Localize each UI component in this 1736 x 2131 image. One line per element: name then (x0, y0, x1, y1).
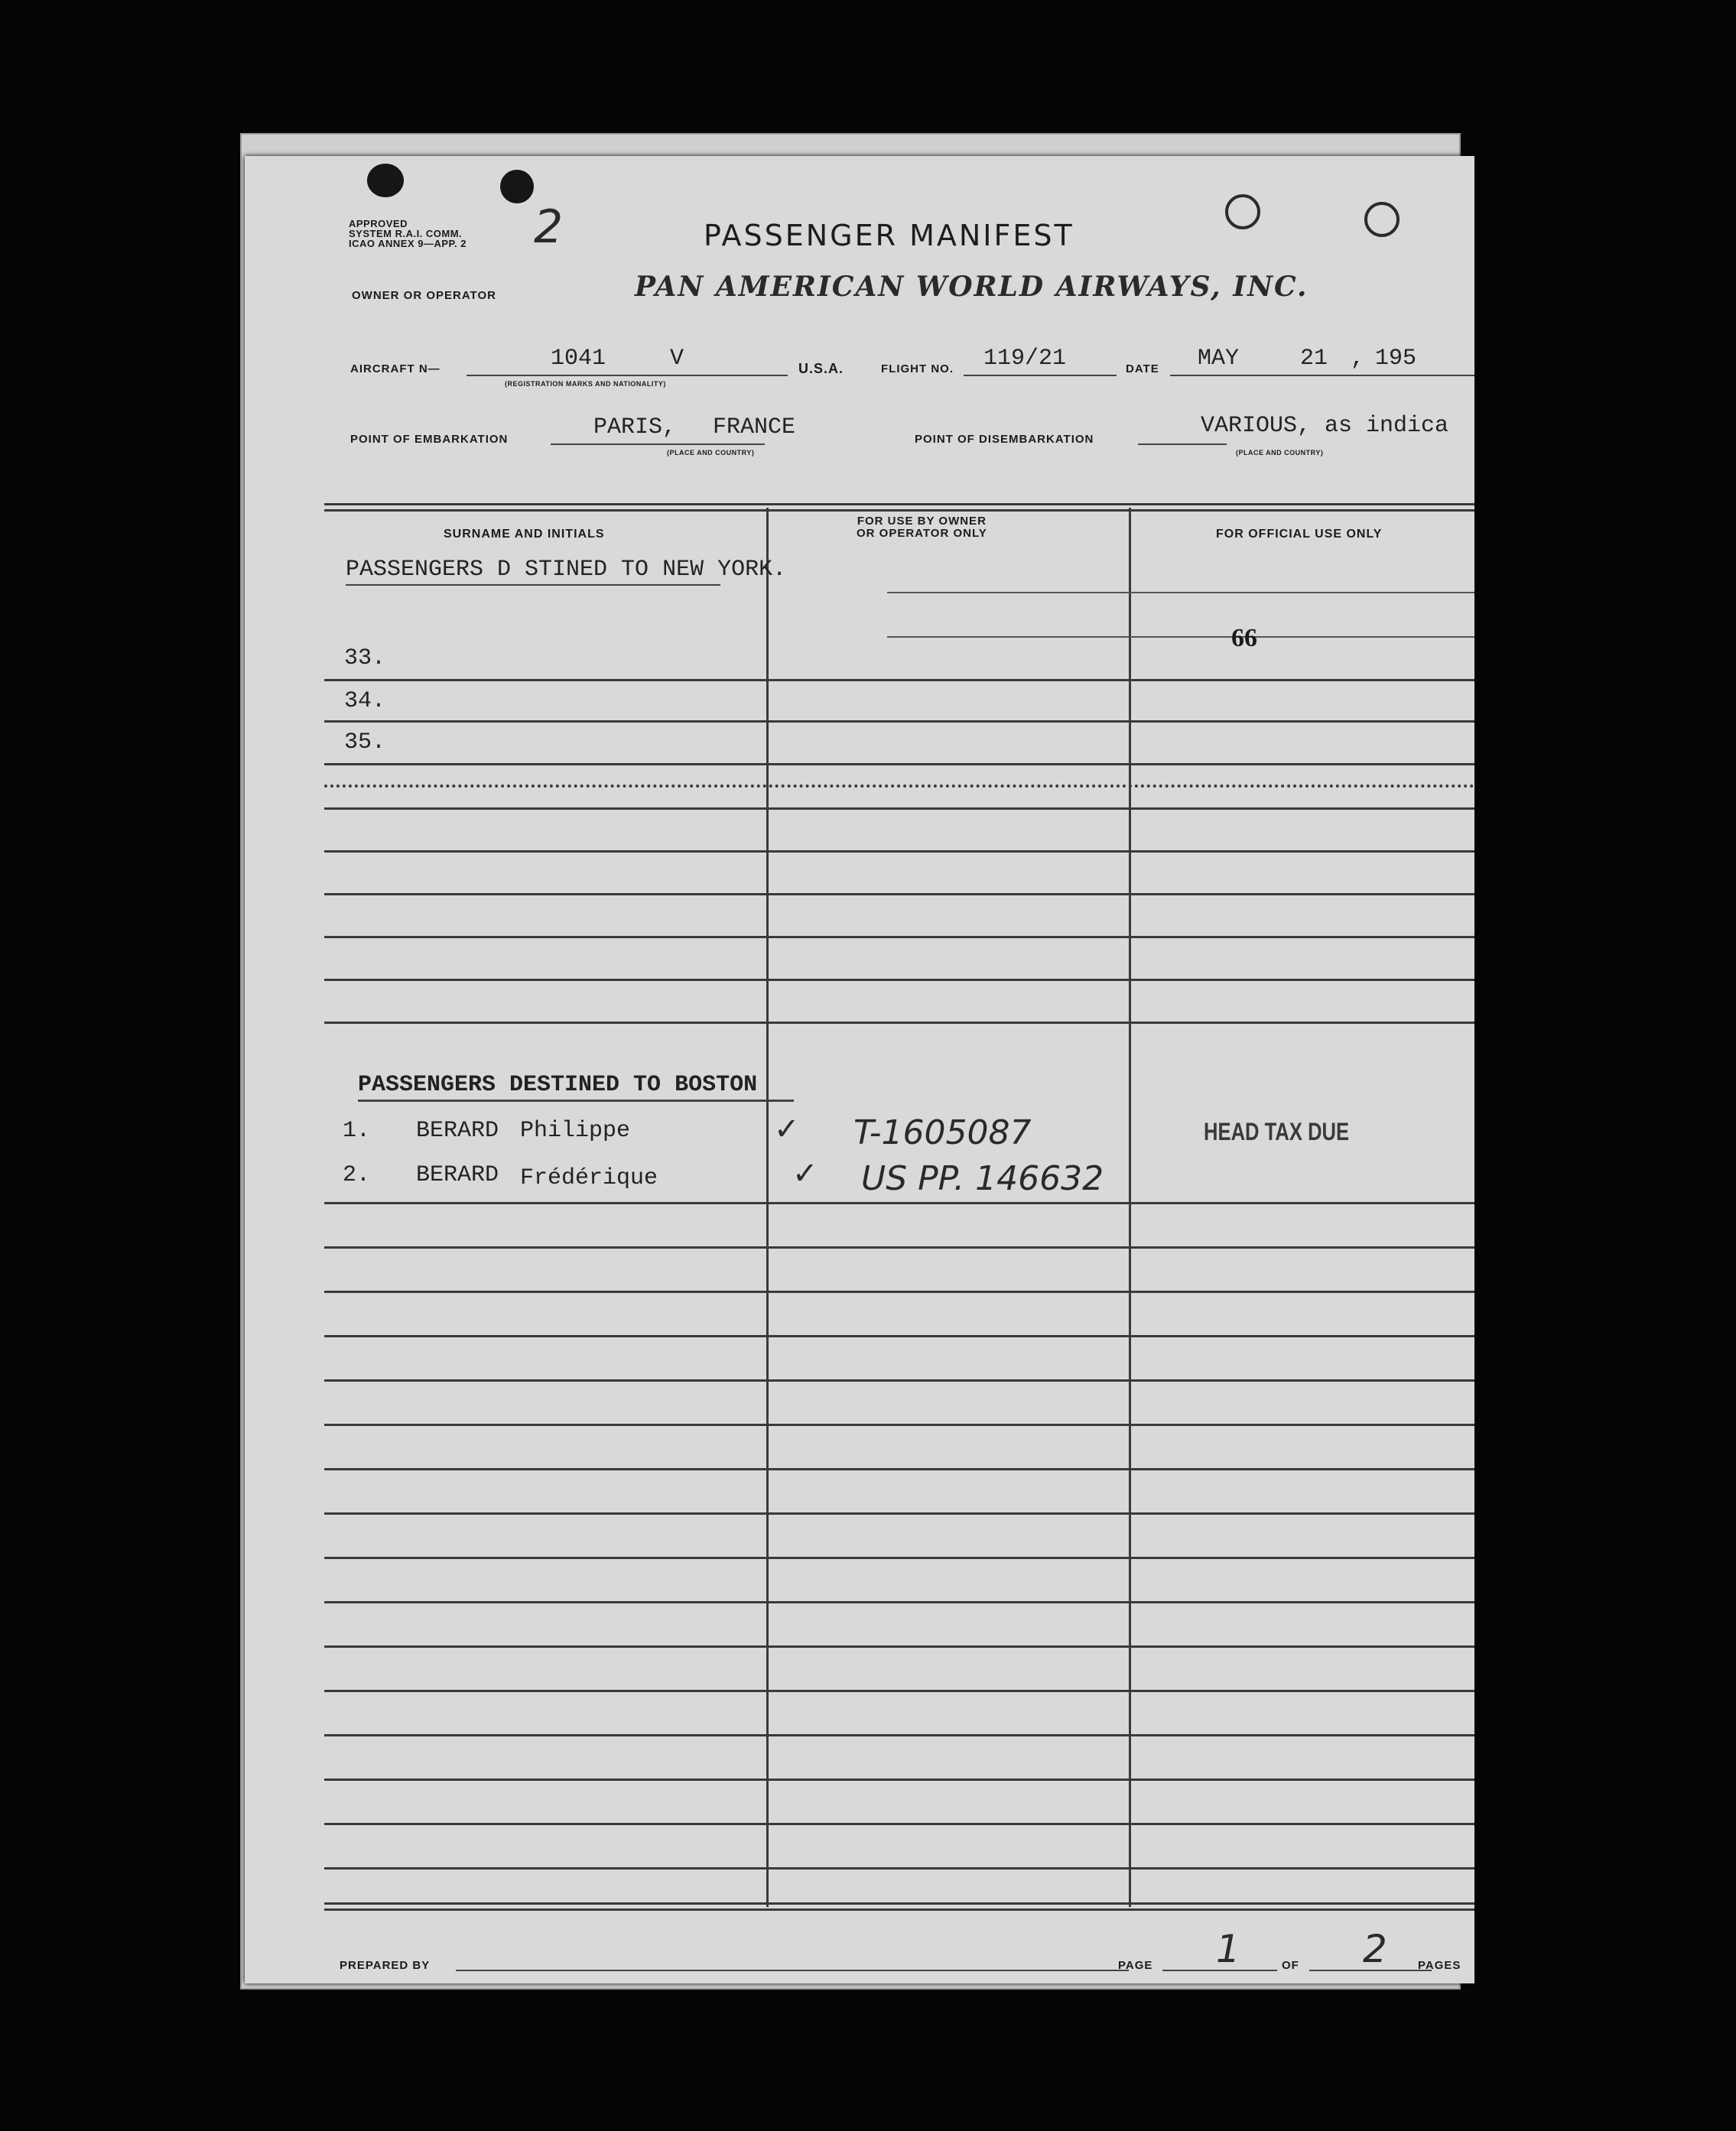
approval-line-2: SYSTEM R.A.I. COMM. (349, 228, 463, 239)
row-rule-11 (324, 1246, 1474, 1249)
passenger-1-surname: BERARD (416, 1118, 499, 1144)
row-rule-16 (324, 1468, 1474, 1470)
flight-number: 119/21 (983, 346, 1067, 372)
official-mark-66: 66 (1231, 624, 1257, 652)
prepared-by-line (456, 1970, 1129, 1971)
date-underline (1170, 375, 1474, 376)
row-rule-17 (324, 1512, 1474, 1515)
row-rule-12 (324, 1291, 1474, 1293)
ny-row-number-34: 34. (344, 688, 386, 714)
handwritten-page-number: 2 (534, 200, 564, 254)
date-label: DATE (1126, 362, 1159, 375)
date-month: MAY (1198, 346, 1240, 372)
disembarkation-value: VARIOUS, as indica (1201, 413, 1449, 439)
column-header-owner-use: FOR USE BY OWNER OR OPERATOR ONLY (857, 515, 987, 540)
row-rule-19 (324, 1601, 1474, 1603)
aircraft-label: AIRCRAFT N— (350, 362, 441, 375)
aircraft-registration: 1041 (551, 346, 606, 372)
row-rule-20 (324, 1645, 1474, 1648)
ny-row-rule-b (887, 636, 1474, 638)
approval-line-1: APPROVED (349, 218, 408, 229)
date-year: 195 (1375, 346, 1417, 372)
passenger-2-number: 2. (343, 1162, 371, 1188)
head-tax-due-stamp: HEAD TAX DUE (1204, 1118, 1350, 1145)
passenger-2-checkmark: ✓ (792, 1156, 818, 1191)
page-number: 1 (1216, 1927, 1240, 1971)
row-rule-4 (324, 807, 1474, 810)
row-rule-1 (324, 679, 1474, 681)
registration-sublabel: (REGISTRATION MARKS AND NATIONALITY) (505, 380, 666, 388)
page-label: PAGE (1118, 1959, 1153, 1972)
row-rule-13 (324, 1335, 1474, 1337)
row-rule-18 (324, 1557, 1474, 1559)
aircraft-letter: V (670, 346, 684, 372)
approval-block (349, 219, 467, 249)
prepared-by-label: PREPARED BY (340, 1959, 431, 1972)
section-heading-new-york: PASSENGERS D STINED TO NEW YORK. (346, 557, 787, 583)
row-rule-15 (324, 1424, 1474, 1426)
row-rule-7 (324, 936, 1474, 938)
section-heading-boston: PASSENGERS DESTINED TO BOSTON (358, 1072, 758, 1098)
punch-ring-2 (1364, 202, 1400, 237)
embarkation-underline (551, 443, 765, 445)
table-bottom-rule-2 (324, 1908, 1474, 1911)
row-rule-23 (324, 1779, 1474, 1781)
row-rule-5 (324, 850, 1474, 853)
passenger-2-surname: BERARD (416, 1162, 499, 1188)
embarkation-sublabel: (PLACE AND COUNTRY) (667, 449, 755, 456)
ny-row-number-35: 35. (344, 729, 386, 755)
embarkation-city: PARIS, (593, 414, 677, 440)
row-rule-21 (324, 1690, 1474, 1692)
section-separator-dotted (324, 785, 1474, 788)
passenger-2-document-number: US PP. 146632 (861, 1159, 1104, 1198)
flight-label: FLIGHT NO. (881, 362, 954, 375)
page-total: 2 (1363, 1927, 1387, 1971)
approval-line-3: ICAO ANNEX 9—APP. 2 (349, 238, 467, 249)
boston-heading-underline (358, 1100, 794, 1102)
embarkation-label: POINT OF EMBARKATION (350, 433, 509, 446)
row-rule-24 (324, 1823, 1474, 1825)
owner-operator-label: OWNER OR OPERATOR (352, 289, 496, 302)
table-top-rule (324, 503, 1474, 505)
passenger-1-checkmark: ✓ (774, 1112, 800, 1147)
row-rule-8 (324, 979, 1474, 981)
passenger-2-given-name: Frédérique (520, 1165, 658, 1191)
disembarkation-label: POINT OF DISEMBARKATION (915, 433, 1094, 446)
passenger-1-given-name: Philippe (520, 1118, 631, 1144)
row-rule-22 (324, 1734, 1474, 1736)
column-divider-1 (766, 508, 769, 1907)
punch-hole-left (367, 164, 404, 197)
manifest-page: APPROVED SYSTEM R.A.I. COMM. ICAO ANNEX 9—APP. 2 2 PASSENGER MANIFEST OWNER OR OPERATOR PAN AMERICAN WORLD AIRWAYS, INC. AIRCRAFT N— 1041 V (REGISTRATION MARKS AND NATIONALITY) U.S.A. FLIGHT NO. 119/21 DATE MAY 21 , 195 POINT OF EMBARKATION PARIS, FRANCE (PLACE AND COUNTRY) POINT OF DISEMBARKATION VARIOUS, as indica (PLACE AND COUNTRY) SURNAME AND INITIALS FOR USE BY OWNER OR OPERATOR ONLY FOR OFFICIAL USE ONLY PASSENGERS D STINED TO NEW YORK. 66 33. 34. 35. PASSENGERS DESTINED TO BOSTON 1. BERARD Philippe ✓ T-1605087 HEAD TAX DUE 2. BERARD Frédérique ✓ US PP. 146632 PREPARED BY PAGE 1 OF 2 PAGES (245, 156, 1474, 1983)
table-top-rule-2 (324, 509, 1474, 512)
row-rule-25 (324, 1867, 1474, 1869)
disembarkation-sublabel: (PLACE AND COUNTRY) (1236, 449, 1324, 456)
column-divider-2 (1129, 508, 1131, 1907)
row-rule-10 (324, 1202, 1474, 1204)
page-title: PASSENGER MANIFEST (704, 219, 1074, 252)
ny-row-rule-a (887, 592, 1474, 593)
column-header-official-use: FOR OFFICIAL USE ONLY (1216, 528, 1383, 541)
row-rule-9 (324, 1022, 1474, 1024)
flight-underline (964, 375, 1117, 376)
ny-heading-underline (346, 584, 720, 586)
aircraft-underline (467, 375, 788, 376)
aircraft-country: U.S.A. (798, 361, 844, 376)
of-label: OF (1282, 1959, 1299, 1972)
passenger-1-document-number: T-1605087 (853, 1113, 1032, 1152)
row-rule-6 (324, 893, 1474, 895)
pages-label: PAGES (1418, 1959, 1461, 1972)
passenger-1-number: 1. (343, 1118, 371, 1144)
ny-row-number-33: 33. (344, 645, 386, 671)
column-header-surname: SURNAME AND INITIALS (444, 528, 605, 541)
disembarkation-leader (1138, 443, 1227, 445)
airline-name: PAN AMERICAN WORLD AIRWAYS, INC. (635, 271, 1309, 303)
punch-hole-center (500, 170, 534, 203)
table-bottom-rule (324, 1902, 1474, 1905)
embarkation-country: FRANCE (713, 414, 796, 440)
row-rule-14 (324, 1379, 1474, 1382)
punch-ring-1 (1225, 194, 1260, 229)
row-rule-3 (324, 763, 1474, 765)
date-day: 21 (1300, 346, 1328, 372)
row-rule-2 (324, 720, 1474, 723)
